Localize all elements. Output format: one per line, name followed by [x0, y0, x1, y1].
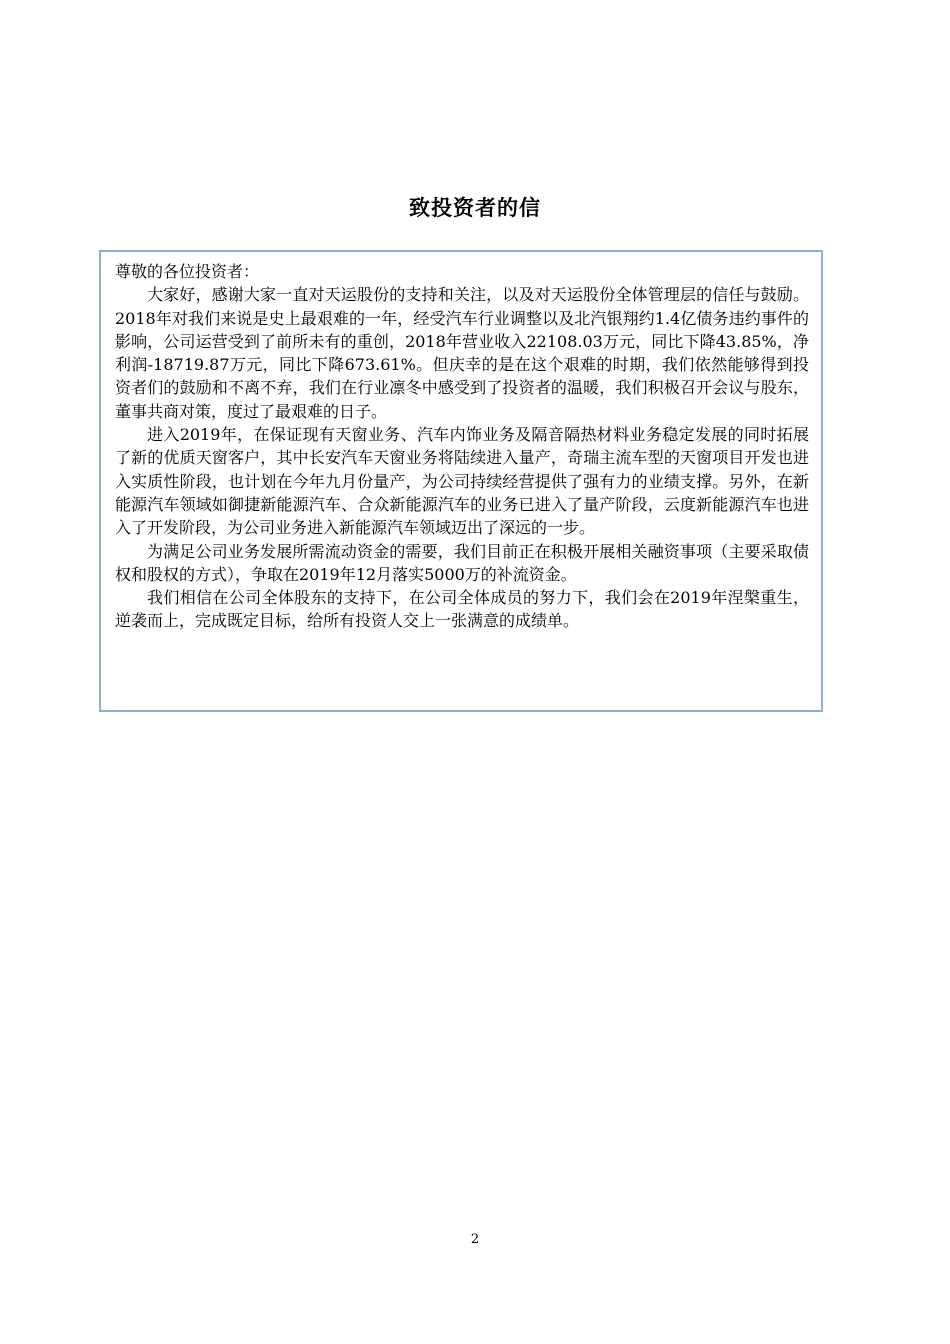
letter-paragraph-2: 进入2019年，在保证现有天窗业务、汽车内饰业务及隔音隔热材料业务稳定发展的同时拓展了新的优质天窗客户，其中长安汽车天窗业务将陆续进入量产，奇瑞主流车型的天窗项目开发也进入实质性阶段，也计划在今年九月份量产，为公司持续经营提供了强有力的业绩支撑。另外，在新能源汽车领域如御捷新能源汽车、合众新能源汽车的业务已进入了量产阶段，云度新能源汽车也进入了开发阶段，为公司业务进入新能源汽车领域迈出了深远的一步。: [115, 425, 809, 538]
letter-paragraph-4: 我们相信在公司全体股东的支持下，在公司全体成员的努力下，我们会在2019年涅槃重生，逆袭而上，完成既定目标，给所有投资人交上一张满意的成绩单。: [115, 588, 809, 631]
letter-box: [99, 250, 823, 712]
letter-paragraph-1: 大家好，感谢大家一直对天运股份的支持和关注，以及对天运股份全体管理层的信任与鼓励。2018年对我们来说是史上最艰难的一年，经受汽车行业调整以及北汽银翔约1.4亿债务违约事件的影响，公司运营受到了前所未有的重创，2018年营业收入22108.03万元，同比下降43.85%，净利润-18719.87万元，同比下降673.61%。但庆幸的是在这个艰难的时期，我们依然能够得到投资者们的鼓励和不离不弃，我们在行业凛冬中感受到了投资者的温暖，我们积极召开会议与股东，董事共商对策，度过了最艰难的日子。: [115, 285, 809, 421]
page-number: 2: [470, 1232, 480, 1247]
letter-paragraph-3: 为满足公司业务发展所需流动资金的需要，我们目前正在积极开展相关融资事项（主要采取债权和股权的方式），争取在2019年12月落实5000万的补流资金。: [115, 541, 809, 584]
page-title: 致投资者的信: [409, 196, 541, 220]
letter-salutation: 尊敬的各位投资者：: [115, 262, 260, 281]
